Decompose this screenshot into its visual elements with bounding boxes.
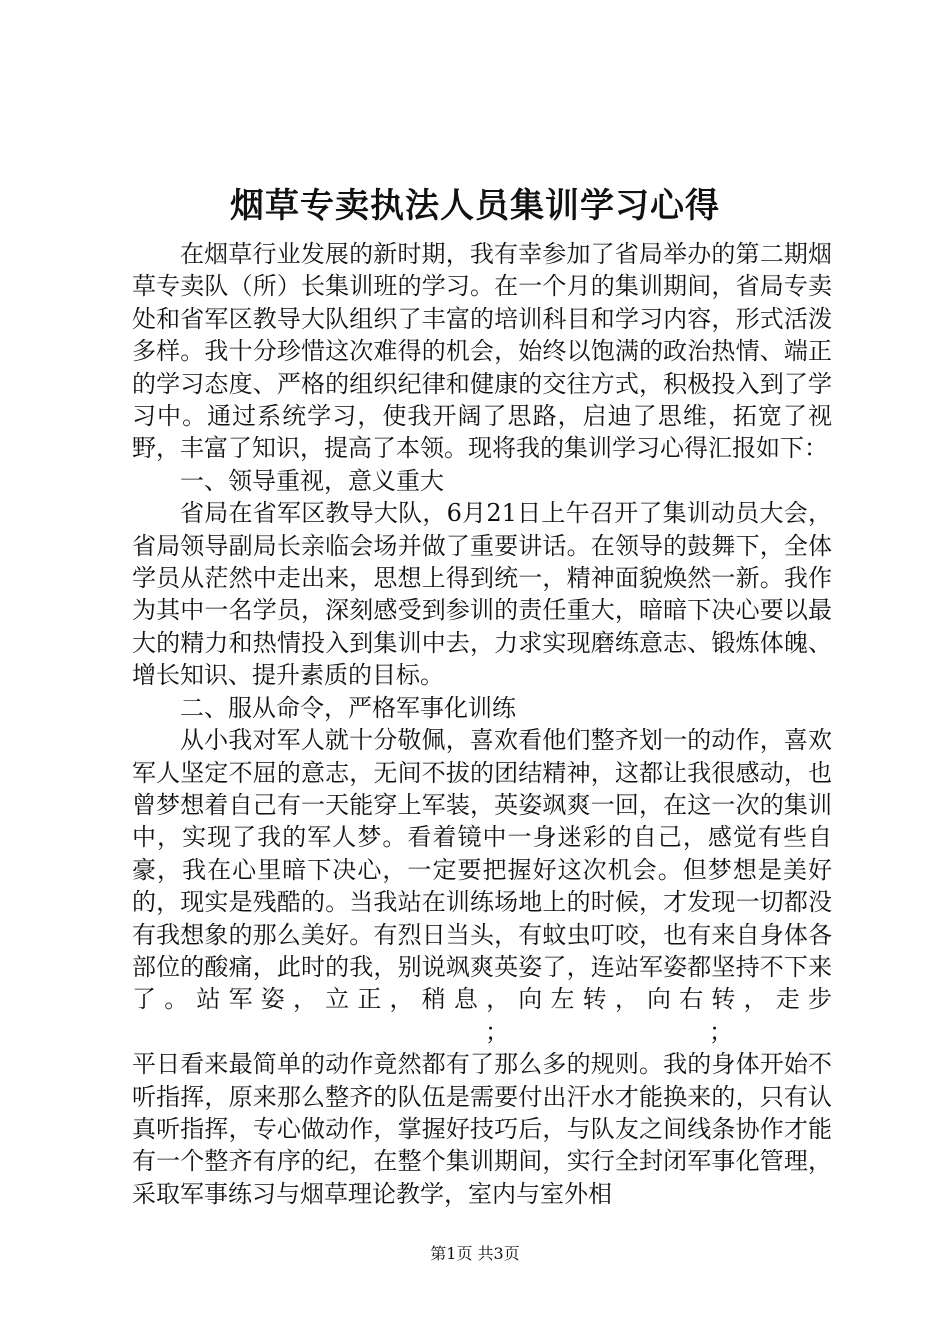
section-heading-2: 二、服从命令，严格军事化训练 (180, 693, 516, 722)
section-heading-1: 一、领导重视，意义重大 (180, 466, 444, 495)
paragraph-section-2-cont: 平日看来最简单的动作竟然都有了那么多的规则。我的身体开始不听指挥，原来那么整齐的队伍是需要付出汗水才能换来的，只有认真听指挥，专心做动作，掌握好技巧后，与队友之间线条协作才能有一个整齐有序的纪，在整个集训期间，实行全封闭军事化管理，采取军事练习与烟草理论教学，室内与室外相 (132, 1050, 832, 1208)
semicolon-2: ； (709, 1017, 733, 1046)
paragraph-section-2-text: 从小我对军人就十分敬佩，喜欢看他们整齐划一的动作，喜欢军人坚定不屈的意志，无间不拔的团结精神，这都让我很感动，也曾梦想着自己有一天能穿上军装，英姿飒爽一回，在这一次的集训中，实现了我的军人梦。看着镜中一身迷彩的自己，感觉有些自豪，我在心里暗下决心，一定要把握好这次机会。但梦想是美好的，现实是残酷的。当我站在训练场地上的时候，才发现一切都没有我想象的那么美好。有烈日当头，有蚊虫叮咬，也有来自身体各部位的酸痛，此时的我，别说飒爽英姿了，连站军姿都坚持不下来了。站军姿，立正，稍息，向左转，向右转，走步 (132, 726, 832, 1014)
paragraph-section-1: 省局在省军区教导大队，6月21日上午召开了集训动员大会，省局领导副局长亲临会场并做了重要讲话。在领导的鼓舞下，全体学员从茫然中走出来，思想上得到统一，精神面貌焕然一新。我作为其中一名学员，深刻感受到参训的责任重大，暗暗下决心要以最大的精力和热情投入到集训中去，力求实现磨练意志、锻炼体魄、增长知识、提升素质的目标。 (132, 499, 832, 690)
document-title: 烟草专卖执法人员集训学习心得 (230, 186, 720, 226)
paragraph-section-2 (132, 724, 832, 1048)
document-body (132, 238, 832, 1210)
page-footer: 第1页 共3页 (430, 1244, 520, 1263)
paragraph-intro: 在烟草行业发展的新时期，我有幸参加了省局举办的第二期烟草专卖队（所）长集训班的学习。在一个月的集训期间，省局专卖处和省军区教导大队组织了丰富的培训科目和学习内容，形式活泼多样。我十分珍惜这次难得的机会，始终以饱满的政治热情、端正的学习态度、严格的组织纪律和健康的交往方式，积极投入到了学习中。通过系统学习，使我开阔了思路，启迪了思维，拓宽了视野，丰富了知识，提高了本领。现将我的集训学习心得汇报如下： (132, 240, 832, 463)
semicolon-1: ； (485, 1017, 509, 1046)
